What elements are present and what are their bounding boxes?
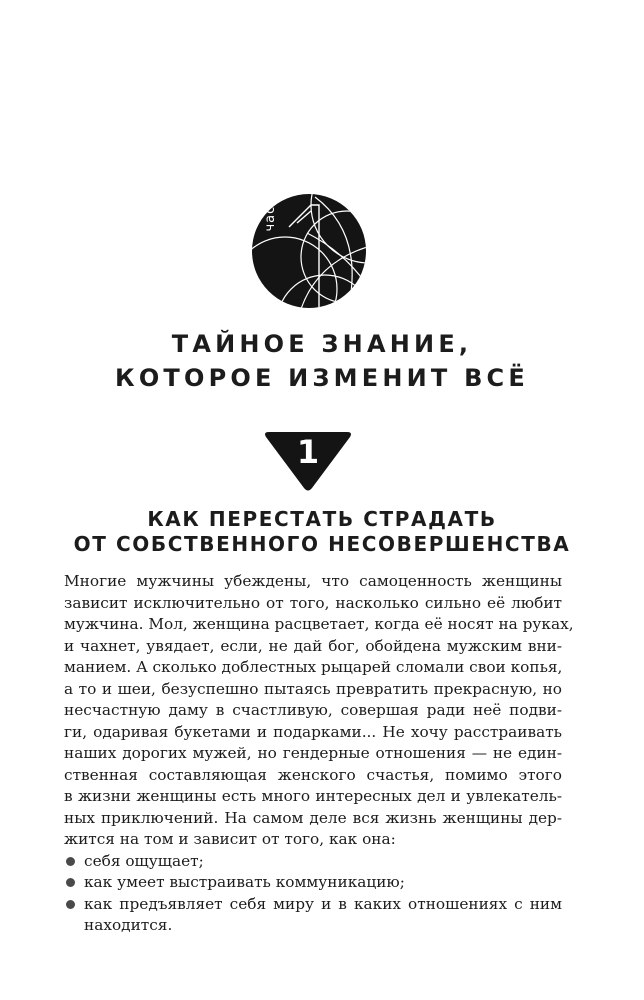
- part-title-line-1: ТАЙНОЕ ЗНАНИЕ,: [171, 330, 473, 358]
- part-label: часть: [263, 188, 278, 232]
- bullet-line: себя ощущает;: [84, 851, 204, 870]
- bullet-text: [84, 894, 562, 937]
- chapter-title-line-2: ОТ СОБСТВЕННОГО НЕСОВЕРШЕНСТВА: [73, 532, 571, 556]
- body-line: в жизни женщины есть много интересных дел и увлекатель-: [64, 787, 562, 805]
- body-line: а то и шеи, безуспешно пытаясь превратить прекрасную, но: [64, 679, 562, 698]
- bullet-dot-icon: [66, 857, 75, 866]
- bullet-list-item: [64, 851, 562, 873]
- body-line: жится на том и зависит от того, как она:: [64, 830, 396, 848]
- bullet-list-item: [64, 894, 562, 937]
- body-text: [64, 571, 574, 937]
- bullet-line: находится.: [84, 916, 173, 934]
- bullet-dot-icon: [66, 900, 75, 909]
- body-line: Многие мужчины убеждены, что самоценность женщины: [64, 572, 562, 590]
- body-line: зависит исключительно от того, насколько сильно её любит: [64, 593, 562, 612]
- bullet-list-item: [64, 872, 562, 894]
- body-line: ги, одаривая букетами и подарками... Не хочу расстраивать: [64, 722, 562, 741]
- body-line: мужчина. Мол, женщина расцветает, когда её носят на руках,: [64, 615, 574, 633]
- part-title-line-2: КОТОРОЕ ИЗМЕНИТ ВСЁ: [115, 364, 529, 392]
- body-line: несчастную даму в счастливую, совершая ради неё подви-: [64, 701, 562, 719]
- body-line: и чахнет, увядает, если, не дай бог, обойдена мужским вни-: [64, 636, 562, 655]
- chapter-number: 1: [296, 433, 320, 471]
- bullet-line: как предъявляет себя миру и в каких отношениях с ним: [84, 894, 562, 913]
- bullet-dot-icon: [66, 878, 75, 887]
- bullet-text: [84, 851, 562, 873]
- body-line: манием. А сколько доблестных рыцарей сломали свои копья,: [64, 658, 563, 676]
- body-line: ственная составляющая женского счастья, помимо этого: [64, 765, 562, 784]
- bullet-line: как умеет выстраивать коммуникацию;: [84, 873, 405, 891]
- bullet-text: [84, 872, 562, 894]
- body-line: ных приключений. На самом деле вся жизнь женщины дер-: [64, 808, 562, 827]
- chapter-title-line-1: КАК ПЕРЕСТАТЬ СТРАДАТЬ: [147, 507, 497, 531]
- body-line: наших дорогих мужей, но гендерные отношения — не един-: [64, 744, 562, 762]
